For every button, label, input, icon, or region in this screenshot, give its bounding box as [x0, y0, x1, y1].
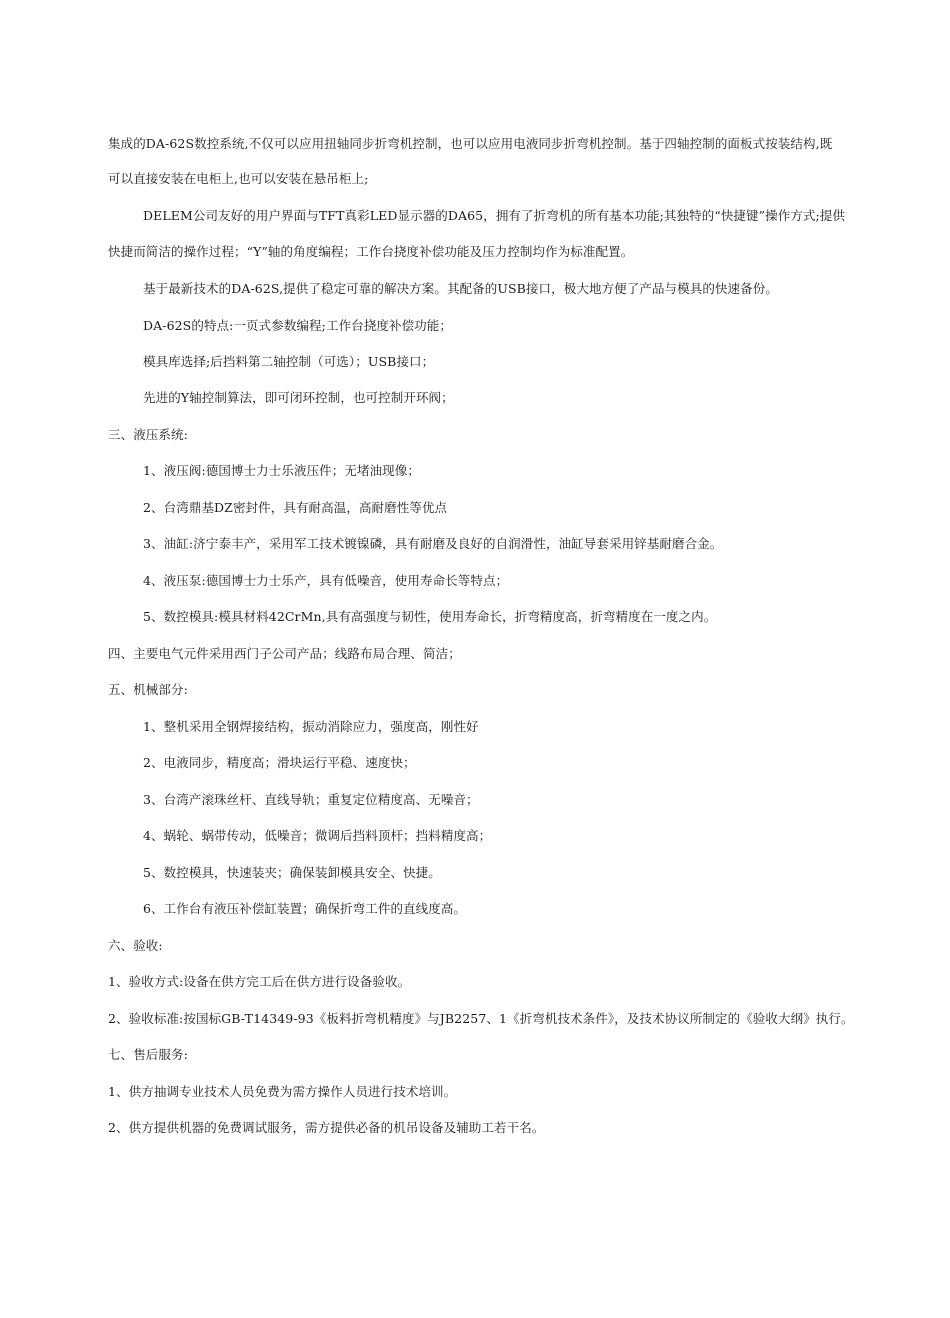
list-item: 6、工作台有液压补偿缸装置；确保折弯工件的直线度高。: [143, 901, 467, 916]
paragraph-line: 快捷而简洁的操作过程；“Y”轴的角度编程；工作台挠度补偿功能及压力控制均作为标准配置。: [108, 244, 634, 259]
section-heading-mechanical: 五、机械部分:: [108, 682, 188, 697]
list-item: 3、油缸:济宁泰丰产，采用军工技术镀镍磷，具有耐磨及良好的自润滑性，油缸导套采用锌基耐磨合金。: [143, 536, 723, 551]
list-item: 3、台湾产滚珠丝杆、直线导轨；重复定位精度高、无噪音；: [143, 792, 479, 807]
paragraph-line: 基于最新技术的DA-62S,提供了稳定可靠的解决方案。其配备的USB接口，极大地方便了产品与模具的快速备份。: [143, 281, 778, 296]
paragraph-line: 模具库选择;后挡料第二轴控制（可选）；USB接口；: [143, 354, 435, 369]
list-item: 1、整机采用全钢焊接结构，振动消除应力，强度高，刚性好: [143, 719, 479, 734]
list-item: 1、液压阀:德国博士力士乐液压件；无堵油现像；: [143, 463, 420, 478]
list-item: 5、数控模具，快速装夹；确保装卸模具安全、快捷。: [143, 865, 441, 880]
paragraph-line: 先进的Y轴控制算法，即可闭环控制，也可控制开环阀；: [143, 390, 454, 405]
list-item: 4、液压泵:德国博士力士乐产，具有低噪音，使用寿命长等特点；: [143, 573, 509, 588]
list-item: 2、验收标准:按国标GB-T14349-93《板料折弯机精度》与JB2257、1《折弯机技术条件》，及技术协议所制定的《验收大纲》执行。: [108, 1011, 854, 1026]
section-heading-hydraulic: 三、液压系统:: [108, 427, 188, 442]
section-heading-electrical: 四、主要电气元件采用西门子公司产品；线路布局合理、简洁；: [108, 646, 461, 661]
list-item: 1、验收方式:设备在供方完工后在供方进行设备验收。: [108, 974, 411, 989]
paragraph-line: 集成的DA-62S数控系统,不仅可以应用扭轴同步折弯机控制，也可以应用电液同步折弯机控制。基于四轴控制的面板式按装结构,既: [108, 136, 833, 151]
list-item: 5、数控模具:模具材料42CrMn,具有高强度与韧性，使用寿命长，折弯精度高，折弯精度在一度之内。: [143, 609, 717, 624]
paragraph-line: DELEM公司友好的用户界面与TFT真彩LED显示器的DA65，拥有了折弯机的所有基本功能;其独特的“快捷键”操作方式;提供: [143, 208, 846, 223]
list-item: 2、台湾鼎基DZ密封件，具有耐高温，高耐磨性等优点: [143, 500, 448, 515]
paragraph-line: DA-62S的特点:一页式参数编程;工作台挠度补偿功能；: [143, 318, 452, 333]
section-heading-after-sales: 七、售后服务:: [108, 1047, 188, 1062]
list-item: 4、蜗轮、蜗带传动，低噪音；微调后挡料顶杆；挡料精度高；: [143, 828, 492, 843]
list-item: 2、供方提供机器的免费调试服务，需方提供必备的机吊设备及辅助工若干名。: [108, 1120, 545, 1135]
list-item: 2、电液同步，精度高；滑块运行平稳、速度快；: [143, 755, 416, 770]
paragraph-line: 可以直接安装在电柜上,也可以安装在悬吊柜上;: [108, 171, 369, 186]
section-heading-acceptance: 六、验收:: [108, 938, 163, 953]
list-item: 1、供方抽调专业技术人员免费为需方操作人员进行技术培训。: [108, 1084, 457, 1099]
